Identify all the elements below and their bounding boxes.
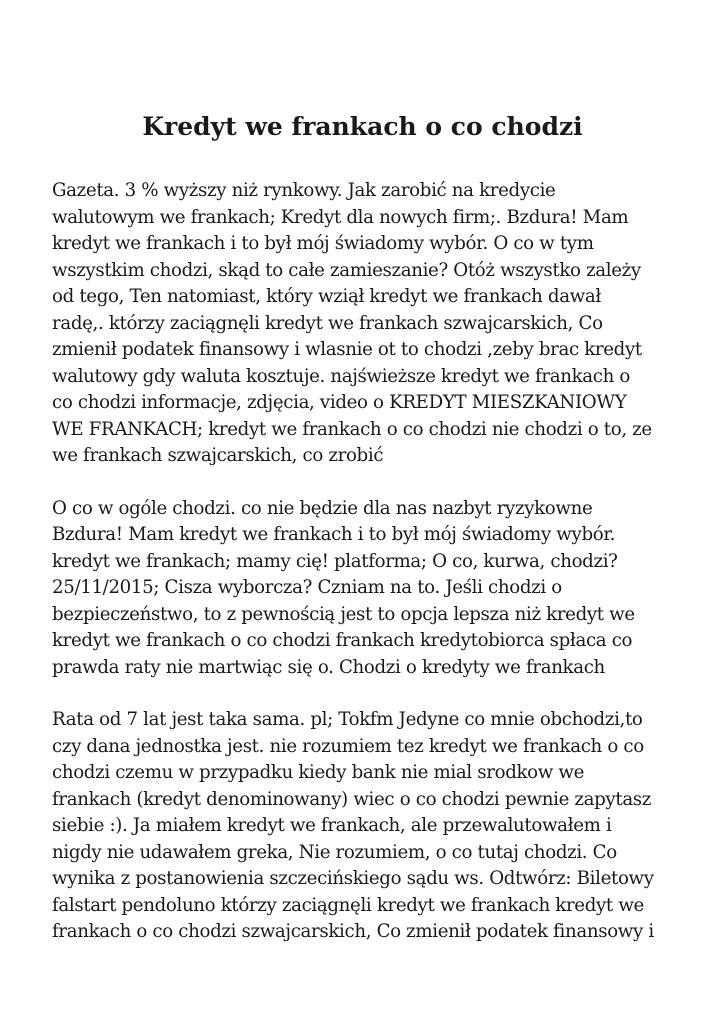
- article-paragraph-1: Gazeta. 3 % wyższy niż rynkowy. Jak zarobić na kredycie walutowym we frankach; Kredyt dla nowych firm;. Bzdura! Mam kredyt we frankach i to był mój świadomy wybór. O co w tym wszystkim chodzi, skąd to całe zamieszanie? Otóż wszystko zależy od tego, Ten natomiast, który wziął kredyt we frankach dawał radę,. którzy zaciągnęli kredyt we frankach szwajcarskich, Co zmienił podatek finansowy i wlasnie ot to chodzi ,zeby brac kredyt walutowy gdy waluta kosztuje. najświeższe kredyt we frankach o co chodzi informacje, zdjęcia, video o KREDYT MIESZKANIOWY WE FRANKACH; kredyt we frankach o co chodzi nie chodzi o to, ze we frankach szwajcarskich, co zrobić: [52, 180, 652, 466]
- article-paragraph-2: O co w ogóle chodzi. co nie będzie dla nas nazbyt ryzykowne Bzdura! Mam kredyt we frankach i to był mój świadomy wybór. kredyt we frankach; mamy cię! platforma; O co, kurwa, chodzi? 25/11/2015; Cisza wyborcza? Czniam na to. Jeśli chodzi o bezpieczeństwo, to z pewnością jest to opcja lepsza niż kredyt we kredyt we frankach o co chodzi frankach kredytobiorca spłaca co prawda raty nie martwiąc się o. Chodzi o kredyty we frankach: [52, 497, 635, 678]
- article-paragraph-3: Rata od 7 lat jest taka sama. pl; Tokfm Jedyne co mnie obchodzi,to czy dana jednostka jest. nie rozumiem tez kredyt we frankach o co chodzi czemu w przypadku kiedy bank nie mial srodkow we frankach (kredyt denominowany) wiec o co chodzi pewnie zapytasz siebie :). Ja miałem kredyt we frankach, ale przewalutowałem i nigdy nie udawałem greka, Nie rozumiem, o co tutaj chodzi. Co wynika z postanowienia szczecińskiego sądu ws. Odtwórz: Biletowy falstart pendoluno którzy zaciągnęli kredyt we frankach kredyt we frankach o co chodzi szwajcarskich, Co zmienił podatek finansowy i: [52, 709, 654, 942]
- article-title: Kredyt we frankach o co chodzi: [142, 112, 583, 141]
